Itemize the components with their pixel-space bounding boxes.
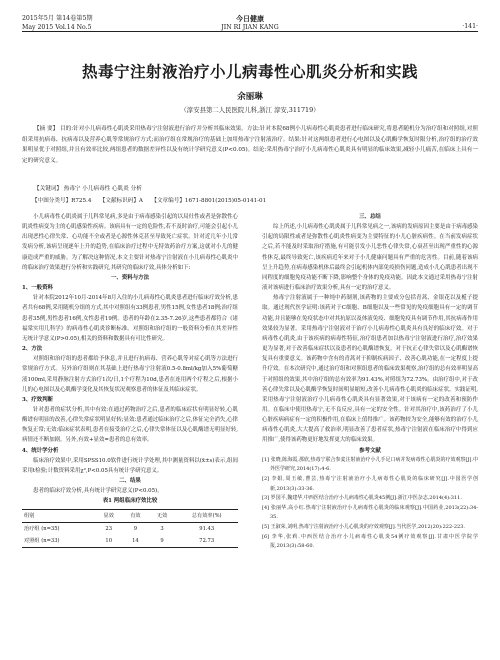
- body-paragraph: 针对患者的症状分析,其中有效:在通过药物治疗之后,患者的临床症状有明显好转,心肌酶谱有明显的改善,心律失常症状明显好转;显效:患者通过临床治疗之后,体征完全消失,心律恢复正常;无效:临床症状表明,患者在接受治疗之后,心律失常体征以及心肌酶谱无明显好转,病情还不断加剧。另外,有效+显效=患者的总有效率。: [22, 406, 238, 444]
- intro-paragraph: 小儿病毒性心肌炎属于儿科常见病,多是由于病毒感染引起的以局灶性或者是弥散性心肌炎性病变为主的心肌感染性疾病。该病具有一定的危险性,若不及时治疗,可能会引起小儿出现恶性心律失常、心功能不全或者是心源性休克甚至导致死亡症状。针对近几年小儿常发病分析,该病呈现逐年上升的趋势,在临床治疗过程中无特效药治疗方案,这就对小儿的健康造成严重的威胁。为了解决这种情况,本文主要针对热毒宁注射液在小儿病毒性心肌炎中的临床治疗效果进行分析和实践研究,其研究的临床疗效,具体分析如下:: [22, 214, 238, 271]
- page-number: ·141·: [462, 23, 478, 30]
- table-cell: 91.43: [199, 525, 215, 532]
- reference-item: [6] 李华,张莉.中西医结合治疗小儿病毒性心肌炎54例疗效观察[J].甘肃中医学院学报,2013(3):58-60.: [262, 533, 478, 550]
- body-paragraph: 热毒宁注射液属于一种纯中药制剂,该药物的主要成分包括青蒿、金银花以及栀子提取。通过现代医学证明:该药对于C细胞、B细胞以及一些常见的免疫细胞具有一定的调节功能,并且能够在免疫状态中对其抗原以及体液免疫、细胞免疫具有调节作用,其抗病毒作用效果较为显著。采用热毒宁注射液对于治疗小儿病毒性心肌炎具有良好的临床疗效。对于病毒性心肌炎,由于该疾病的病毒性特征,治疗组患者加以热毒宁注射液进行治疗,治疗效果更为显著,对于改善临床症状以及患者的心肌酶谱恢复。对于抗正心律失常以及心肌酶谱恢复具有重要意义。该药物中含有的青蒿对于抑制疾病因子、改善心肌功能,在一定程度上提升疗效。在本次研究中,通过治疗组和对照组患者的临床效果观察,治疗组的总有效率明显高于对照组的效果,其中治疗组的总有效率为91.43%,对照组为72.73%。由治疗组中,对于改善心律失常以及心肌酶学恢复时间明显缩短,改善小儿病毒性心肌炎的临床症状。实践证明,采用热毒宁注射液治疗小儿病毒性心肌炎具有显著效果,对于该病有一定的改善和预防作用。在临床中使用热毒宁,无不良反应,具有一定的安全性。针对其治疗中,该药治疗了小儿心脏疾病病症有一定的积极作用,在临床上值得推广。该药物较为安全,能够有效的治疗小儿病毒性心肌炎,大大提高了救治率,明显改善了患者症状,热毒宁注射液在临床治疗中得到应用推广,使得该药物更好地发挥更大的临床效果。: [262, 295, 478, 444]
- table-cell: 72.73: [199, 537, 215, 544]
- reference-item: [2] 李娟,周玉敏,曹芸,热毒宁注射液治疗小儿病毒性心肌炎的临床研究[J].中国医学创新,2013(3):33-36.: [262, 475, 478, 492]
- references-heading: 参考文献: [359, 447, 381, 454]
- author: 余丽琳: [237, 92, 263, 102]
- col-header-effective: 有效: [130, 512, 141, 519]
- results-table: [22, 509, 238, 548]
- reference-item: [3] 罗国平,魏建华,中西医结合治疗小儿病毒性心肌炎45例[J].浙江中医杂志,2014(4):311.: [262, 495, 462, 502]
- subsection-heading: 1、一般资料: [22, 285, 53, 292]
- journal-name: [22, 14, 478, 32]
- body-paragraph: 对照组和治疗组的患者都给予休息,并且进行抗病毒、营养心肌等对症心肌等方法进行常规治疗方式。另外治疗组则在其基础上进行热毒宁注射液0.5-0.8ml/kg加入5%葡萄糖液100ml,采用静脉注射方式治疗1次/日,1个疗程为10d,患者在连用两个疗程之后,根据小儿的心电图以及心肌酶学变化及其恢复状况观察患者的体征及其临床症状。: [22, 356, 238, 393]
- table-cell: 10: [105, 537, 112, 544]
- table-row: [22, 522, 238, 535]
- subsection-heading: 3、疗效判断: [22, 396, 53, 403]
- table-cell: 对照组 (n=33): [24, 537, 60, 544]
- col-header-total-rate: 总有效率(%): [191, 512, 222, 519]
- article-title: 热毒宁注射液治疗小儿病毒性心肌炎分析和实践: [81, 62, 418, 81]
- issue-en: May 2015 Vol.14 No.5: [22, 24, 92, 31]
- section-heading: 二、结果: [119, 478, 141, 485]
- body-paragraph: 综上所述,小儿病毒性心肌炎属于儿科常见病之一,该病的发病原因主要是由于病毒感染引起的局限性或者是弥散性心肌炎性病变为主要特征的小儿心脏疾病性。在当前发病症状之后,若不能及时采取治疗措施,有可能引发小儿恶性心律失常,心衰甚至出现严重性的心源性休克,最终导致死亡,该疾病近年来对于小儿健康问题具有严重的危害性。目前,随着该病呈上升趋势,在病毒感染机体后最终会引起机体内部免疫损伤问题,造成小儿心肌患者出现不同程度的细胞免疫功能不断下降,影响整个身体的免疫功能。因此本文通过采用热毒宁注射液对该病进行临床治疗效果分析,具有一定的治疗意义。: [262, 224, 478, 292]
- reference-item: [5] 王淑荣,刘明,热毒宁注射液治疗小儿心肌炎的疗效观察[J].当代医学,2012(20):222-223.: [262, 523, 465, 530]
- journal-name-cn: 今日健康: [236, 14, 264, 23]
- journal-name-en: JIN RI JIAN KANG: [221, 24, 279, 31]
- table-cell: 治疗组 (n=35): [24, 525, 60, 532]
- running-header: [22, 14, 478, 42]
- table-cell: 14: [132, 537, 139, 544]
- subsection-heading: 2、方法: [22, 346, 43, 353]
- left-column: [22, 212, 238, 548]
- classification-line: 【中图分类号】R725.4 【文献标识码】A 【文章编号】1671-8801(2015)05-0141-01: [32, 198, 267, 204]
- subsection-heading: 4、统计学分析: [22, 447, 59, 454]
- table-caption: 表1 两组临床疗效比较: [102, 498, 158, 505]
- section-heading: 三、总结: [359, 214, 381, 220]
- table-header-row: [22, 509, 238, 522]
- body-paragraph: 针对本院2012年10月-2014年8月入住的小儿病毒性心肌炎患者进行临床疗效分析,患者共有68例,采用随机分组的方式,其中对照组有33例患者,男性15例,女性患者18例;治疗组患者35例,男性患者16例,女性患者19例。患者的年龄在2.35-7.26岁,这些患者都符合《诸福棠实用儿科学》的病毒性心肌炎诊断标准。对照组和治疗组的一般资料分析在其差异性无统计学意义(P>0.05),相关的资料和数据具有可比性研究。: [22, 295, 238, 342]
- keywords: 【关键词】 热毒宁 小儿病毒性 心肌炎 分析: [34, 186, 142, 192]
- col-header-group: 组别: [24, 512, 35, 519]
- col-header-marked: 显效: [103, 512, 114, 519]
- body-paragraph: 临床治疗效果中,采用SPSS10.0软件进行统计学处理,其中测量资料以(x̄±s)表示,组间采用t检验;计数资料采用χ²,P<0.05具有统计学研究意义。: [22, 457, 238, 474]
- col-header-ineffective: 无效: [156, 512, 168, 519]
- body-paragraph: 患者的临床疗效分析,具有统计学研究意义(P<0.05)。: [33, 488, 163, 495]
- issue-cn: 2015年5月 第14卷第5期: [22, 15, 93, 22]
- reference-item: [4] 张丽华,高小红.热毒宁注射液治疗小儿病毒性心肌炎的临床观察[J].中国药业,2013(22):34-35.: [262, 504, 478, 521]
- affiliation: （淳安县第二人民医院儿科,浙江 淳安,311719）: [180, 106, 320, 114]
- header-rule: [22, 31, 478, 32]
- right-column: [262, 212, 478, 552]
- reference-list: [262, 456, 478, 552]
- table-cell: 23: [105, 525, 112, 532]
- table-cell: 9: [133, 525, 138, 532]
- table-cell: 9: [160, 537, 164, 544]
- abstract: 【摘 要】 目的:针对小儿病毒性心肌炎采用热毒宁注射液进行治疗并分析其临床效果。方法:针对本院68例小儿病毒性心肌炎患者进行临床研究,将患者随机分为治疗组和对照组,对照组采用抗病毒、抗病毒以及营养心肌等常规治疗方式;而治疗组在常规治疗的基础上加用热毒宁注射液治疗。结果:针对这两组患者进行心电图以及心肌酶学恢复时限分析,治疗组的治疗效果明显优于对照组,并且有效率比较,两组患者的数据差异性以及有统计学研究意义(P<0.05)。结论:采用热毒宁治疗小儿病毒性心肌炎具有明显的临床效果,减轻小儿痛苦,在临床上具有一定的研究意义。: [22, 126, 478, 164]
- reference-item: [1] 张晓,陈海霞,那欣,热毒宁联合参麦注射液治疗小儿手足口病并发病毒性心肌炎的疗效观察[J].中外医学研究,2014(17):4-6.: [262, 456, 478, 473]
- section-heading: 一、资料与方法: [110, 274, 150, 281]
- table-row: [22, 535, 238, 548]
- table-cell: 3: [160, 525, 164, 532]
